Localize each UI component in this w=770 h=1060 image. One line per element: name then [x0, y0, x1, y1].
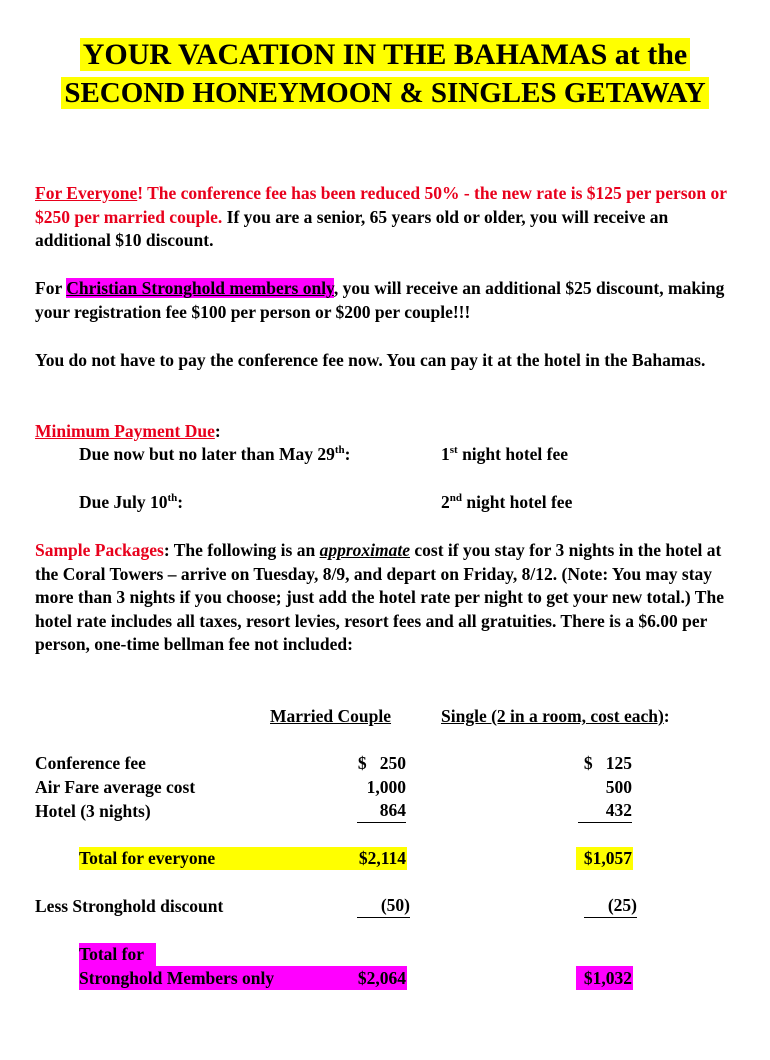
minimum-colon: : — [214, 421, 221, 441]
title-line-2: SECOND HONEYMOON & SINGLES GETAWAY — [61, 77, 708, 109]
stronghold-prefix: For — [35, 278, 67, 298]
everyone-mark: ! — [137, 183, 144, 203]
minimum-row-2-right — [441, 491, 572, 515]
discount-married — [351, 895, 410, 918]
minimum-row-1-left — [79, 443, 351, 467]
page-title — [0, 36, 770, 112]
row-airfare-single: 500 — [605, 777, 632, 797]
col-single-header-end: : — [663, 706, 670, 726]
minimum-row-2-end: : — [177, 492, 184, 512]
row-airfare-label: Air Fare average cost — [35, 777, 196, 797]
minimum-row-2-left — [79, 491, 183, 515]
minimum-label: Minimum Payment Due — [35, 421, 215, 441]
minimum-row-2-label: Due July 10 — [79, 492, 168, 512]
row-hotel-label: Hotel (3 nights) — [35, 801, 151, 821]
member-total-married: $2,064 — [357, 968, 406, 988]
row-hotel-single: 432 — [578, 800, 632, 823]
minimum-row-2-text: night hotel fee — [462, 492, 573, 512]
row-conference-label: Conference fee — [35, 753, 146, 773]
stronghold-text: , you will receive an additional $25 discount, making your registration fee $100 per person or $200 per couple!!! — [35, 278, 725, 322]
minimum-row-1-end: : — [344, 444, 351, 464]
row-conference-single — [520, 752, 632, 776]
row-hotel-married: 864 — [357, 800, 406, 823]
row-airfare-married: 1,000 — [366, 777, 406, 797]
everyone-paragraph — [35, 182, 735, 253]
member-total-single: $1,032 — [583, 968, 632, 988]
col-married-header: Married Couple — [270, 706, 392, 726]
total-everyone-label: Total for everyone — [79, 848, 216, 868]
row-conference-married-value: $ 250 — [357, 753, 406, 773]
col-single-header-wrap — [441, 705, 670, 729]
total-everyone-married: $2,114 — [358, 848, 406, 868]
minimum-row-2-sup: th — [167, 492, 178, 505]
everyone-red-text: The conference fee has been reduced 50% - the new rate is $125 per person or $250 per married couple. — [35, 183, 727, 227]
sample-text-2: cost if you stay for 3 nights in the hotel at the Coral Towers – arrive on Tuesday, 8/9, and depart on Friday, 8/12. (Note: You may stay more than 3 nights if you choose; just add the hotel rate per night to get your new total.) The hotel rate includes all taxes, resort levies, resort fees and all gratuities. There is a $6.00 per person, one-time bellman fee not included: — [35, 540, 724, 654]
stronghold-label: Christian Stronghold members only — [66, 278, 334, 298]
sample-approx: approximate — [319, 540, 410, 560]
member-total-label-2: Stronghold Members only — [79, 968, 275, 988]
col-single-header: Single (2 in a room, cost each) — [441, 706, 664, 726]
minimum-row-1-label: Due now but no later than May 29 — [79, 444, 335, 464]
discount-married-value: (50) — [357, 895, 410, 918]
minimum-row-1-right — [441, 443, 568, 467]
minimum-heading — [35, 420, 735, 444]
title-line-1: YOUR VACATION IN THE BAHAMAS at the — [80, 38, 691, 71]
pay-later-paragraph: You do not have to pay the conference fee now. You can pay it at the hotel in the Bahamas. — [35, 350, 706, 370]
sample-paragraph — [35, 539, 735, 657]
minimum-row-2-num-sup: nd — [449, 492, 462, 505]
total-everyone-single: $1,057 — [583, 848, 632, 868]
minimum-row-1-num-sup: st — [449, 444, 458, 457]
sample-text-1: The following is an — [169, 540, 320, 560]
sample-label: Sample Packages — [35, 540, 164, 560]
discount-single-value: (25) — [584, 895, 637, 918]
discount-label: Less Stronghold discount — [35, 896, 224, 916]
minimum-row-1-sup: th — [334, 444, 345, 457]
discount-single — [576, 895, 637, 918]
everyone-label: For Everyone — [35, 183, 138, 203]
everyone-black-text: If you are a senior, 65 years old or older, you will receive an additional $10 discount. — [35, 206, 669, 250]
member-total-label-1: Total for — [79, 944, 144, 964]
minimum-row-2-num: 2 — [441, 492, 450, 512]
stronghold-paragraph — [35, 277, 735, 324]
row-conference-single-value: $ 125 — [583, 753, 632, 773]
row-conference-married — [300, 752, 406, 776]
minimum-row-1-num: 1 — [441, 444, 450, 464]
minimum-row-1-text: night hotel fee — [457, 444, 569, 464]
sample-colon: : — [163, 540, 170, 560]
